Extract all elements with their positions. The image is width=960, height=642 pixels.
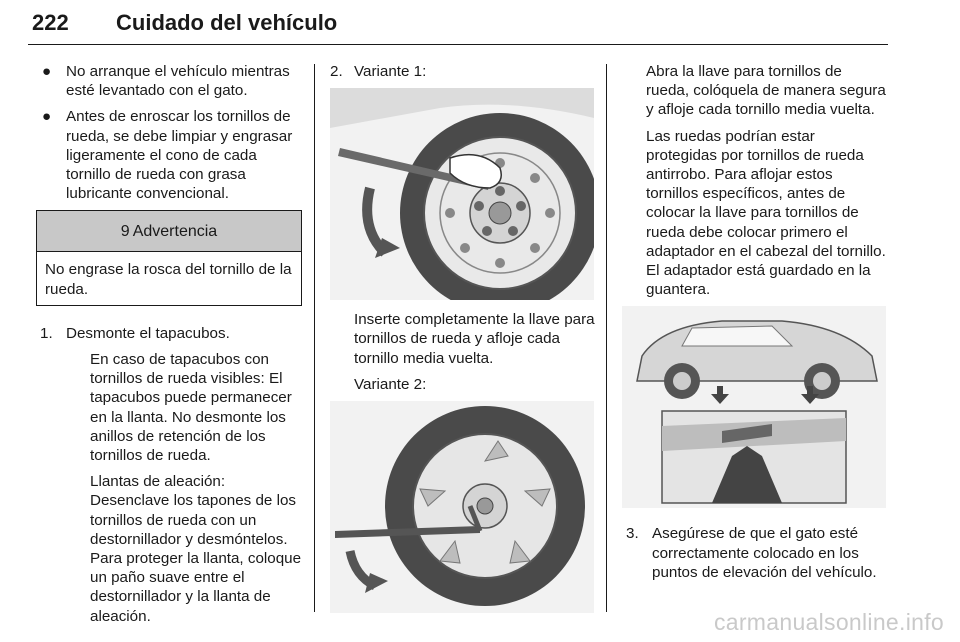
- page-number: 222: [32, 10, 69, 35]
- step-3: [622, 524, 888, 582]
- step-1: [36, 324, 302, 626]
- bullet-icon: ●: [42, 63, 52, 80]
- page-header: [28, 8, 888, 45]
- car-jack-illustration: [622, 306, 886, 508]
- wheel-wrench-illustration-2: [330, 401, 594, 613]
- step-text: Asegúrese de que el gato esté correctamente colocado en los puntos de elevación del vehículo.: [652, 525, 877, 581]
- bullet-list: [36, 62, 302, 203]
- bullet-text: Antes de enroscar los tornillos de rueda, se debe limpiar y engrasar ligeramente el cono de cada tornillo de rueda con grasa lubricante convencional.: [66, 108, 293, 203]
- list-item: [36, 62, 302, 100]
- wheel-wrench-illustration-1: [330, 88, 594, 300]
- step-2: [330, 62, 596, 81]
- list-item: [36, 107, 302, 203]
- step-number: 1.: [40, 324, 53, 342]
- step-title: Desmonte el tapacubos.: [66, 324, 230, 342]
- instruction-paragraph: Las ruedas podrían estar protegidas por tornillos de rueda antirrobo. Para aflojar estos tornillos específicos, antes de colocar la llave para tornillos de rueda debe colocar primero el adaptador en el cabezal del tornillo. El adaptador está guardado en la guantera.: [646, 127, 886, 299]
- bullet-text: No arranque el vehículo mientras esté levantado con el gato.: [66, 63, 290, 100]
- warning-title: Advertencia: [132, 222, 218, 240]
- column-divider: [606, 64, 607, 612]
- step-number: 2.: [330, 63, 343, 80]
- column-2: [330, 62, 596, 613]
- column-divider: [314, 64, 315, 612]
- warning-icon: 9: [120, 222, 130, 240]
- variant-label: Variante 2:: [354, 375, 427, 393]
- warning-box: [36, 210, 302, 305]
- instruction-paragraph: Inserte completamente la llave para tornillos de rueda y afloje cada tornillo media vuelta.: [354, 311, 595, 367]
- step-paragraph: Llantas de aleación: Desenclave los tapones de los tornillos de rueda con un destornillador y desmóntelos. Para proteger la llanta, coloque un paño suave entre el destornillador y la llanta de aleación.: [90, 473, 302, 625]
- page-title: Cuidado del vehículo: [116, 10, 338, 35]
- column-1: [36, 62, 302, 633]
- instruction-paragraph: Abra la llave para tornillos de rueda, colóquela de manera segura y afloje cada tornillo media vuelta.: [646, 63, 886, 119]
- watermark: carmanualsonline.info: [713, 609, 944, 635]
- bullet-icon: ●: [42, 108, 52, 126]
- column-3: [622, 62, 888, 589]
- warning-header: [37, 211, 301, 252]
- step-paragraph: En caso de tapacubos con tornillos de rueda visibles: El tapacubos puede permanecer en la llanta. No desmonte los anillos de retención de los tornillos de rueda.: [90, 351, 292, 465]
- step-title: Variante 1:: [354, 63, 427, 80]
- step-number: 3.: [626, 525, 639, 543]
- warning-text: No engrase la rosca del tornillo de la rueda.: [45, 261, 292, 298]
